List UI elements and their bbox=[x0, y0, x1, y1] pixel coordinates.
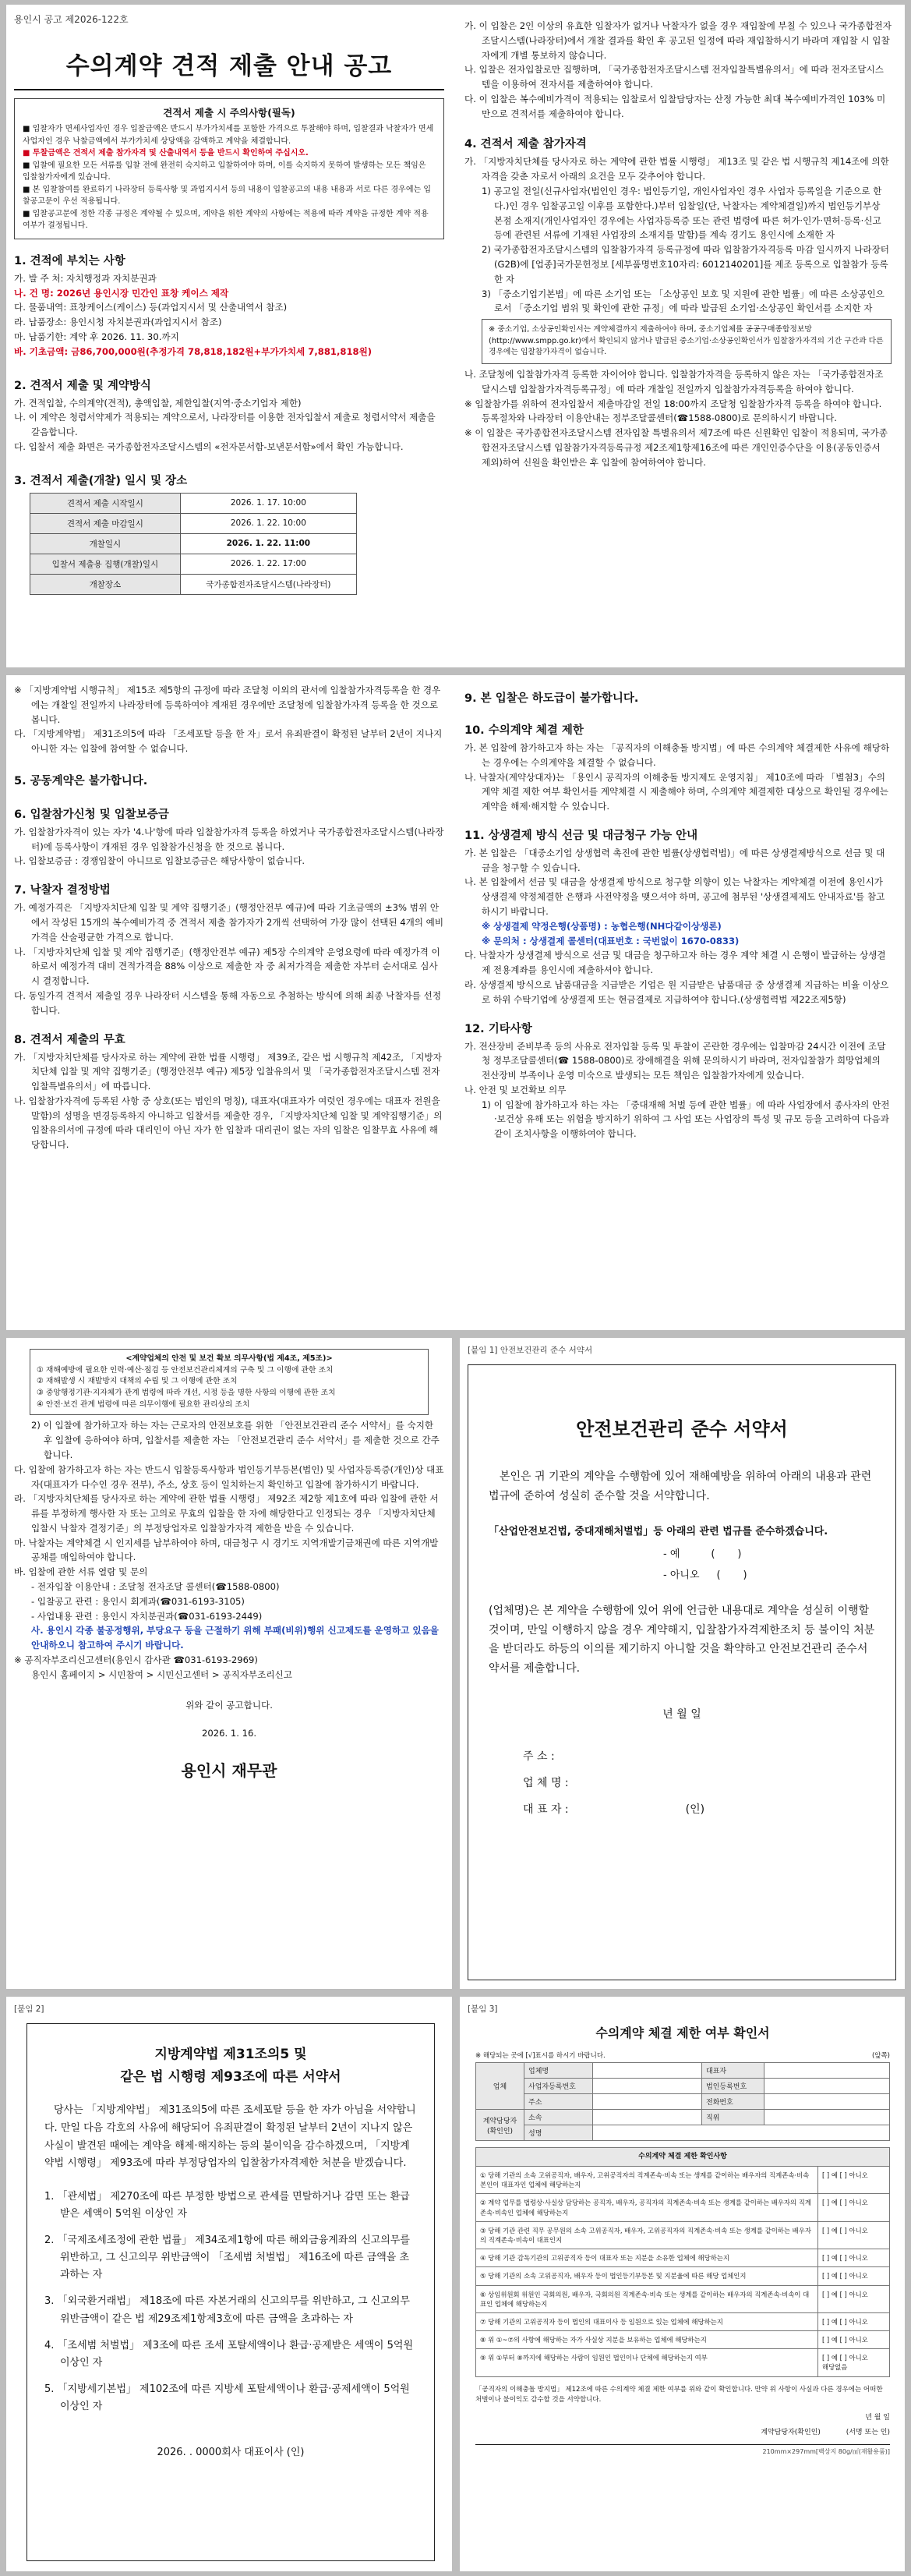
section-12-item: 나. 안전 및 보건확보 의무 bbox=[464, 1084, 567, 1095]
company-table bbox=[475, 2062, 890, 2141]
pledge-no bbox=[663, 1566, 895, 1581]
clause-item: - 전자입찰 이용안내 : 조달청 전자조달 콜센터(☎1588-0800) bbox=[31, 1581, 280, 1593]
cell-value: 2026. 1. 22. 11:00 bbox=[180, 533, 356, 554]
yes-option[interactable]: [ ] 예 bbox=[822, 2336, 838, 2344]
pledge-date: 년 월 일 bbox=[662, 1708, 701, 1721]
page-2 bbox=[6, 675, 905, 1330]
oath-intro: 당사는 「지방계약법」 제31조의5에 따른 조세포탈 등을 한 자가 아님을 서약합니다. 만일 다음 각호의 사유에 해당되어 유죄판결이 확정된 날부터 2년이 지나지 않은 사실이 발견된 때에는 계약을 해제·해지하는 등의 불이익을 감수하겠으며, 「지방계약법 시행령」 제93조에 따라 부정당업자의 입찰참가자격제한 처분을 받겠습니다. bbox=[44, 2104, 416, 2170]
cell-value: 2026. 1. 22. 17:00 bbox=[180, 554, 356, 574]
yes-option[interactable]: [ ] 예 bbox=[822, 2171, 838, 2180]
page-1 bbox=[6, 5, 905, 667]
note-box: ※ 중소기업, 소상공인확인서는 계약체결까지 제출하여야 하며, 중소기업체를 공공구매종합정보망(http://www.smpp.go.kr)에서 확인되지 않거나 발급된 중소기업·소상공인확인서가 입찰참가자격의 기간 구간과 다른 경우에는 입찰참가자격이 없습니다. bbox=[482, 319, 892, 364]
section-10-title: 10. 수의계약 체결 제한 bbox=[464, 724, 584, 737]
form-side: (앞쪽) bbox=[871, 2052, 890, 2060]
oath-item: 2. 「국제조세조정에 관한 법률」 제34조제1항에 따른 해외금융계좌의 신고의무를 위반하고, 그 신고의무 위반금액이 「조세범 처벌법」 제16조에 따른 금액을 초과하는 자 bbox=[44, 2235, 410, 2281]
clause-item: - 사업내용 관련 : 용인시 자치분권과(☎031-6193-2449) bbox=[31, 1610, 263, 1622]
check-answer[interactable] bbox=[818, 2331, 890, 2349]
notice-item: ■ 입찰에 필요한 모든 서류를 입찰 전에 완전히 숙지하고 입찰하여야 하며, 이를 숙지하지 못하여 발생하는 모든 책임은 입찰참가자에게 있습니다. bbox=[23, 161, 426, 182]
row-label: 계약담당자 (확인인) bbox=[476, 2110, 524, 2141]
notice-item: ■ 투찰금액은 견적서 제출 참가자격 및 산출내역서 등을 반드시 확인하여 주십시오. bbox=[23, 149, 309, 158]
field-value[interactable] bbox=[764, 2110, 890, 2125]
item-label: 나. 건 명: bbox=[14, 287, 54, 299]
yes-option[interactable]: [ ] 예 bbox=[822, 2290, 838, 2298]
item-label: 가. 발 주 처: bbox=[14, 272, 64, 284]
field-label: 주소 bbox=[524, 2094, 593, 2110]
row-label: 업체 bbox=[476, 2063, 524, 2110]
field-label: 소속 bbox=[524, 2110, 593, 2125]
cell-key: 입찰서 제출용 집행(개찰)일시 bbox=[30, 554, 181, 574]
section-12-title: 12. 기타사항 bbox=[464, 1022, 532, 1035]
pledge-para: (업체명)은 본 계약을 수행함에 있어 위에 언급한 내용대로 계약을 성실히 이행할 것이며, 만일 이행하지 않을 경우 계약해지, 입찰참가자격제한조치 등 불이익 처분을 받더라도 하등의 이의를 제기하지 아니할 것을 확약하고 안전보건관리 준수서약서를 제출합니다. bbox=[489, 1605, 875, 1675]
no-option[interactable]: [ ] 아니오 bbox=[839, 2226, 868, 2235]
clause-item: 바. 입찰에 관한 서류 열람 및 문의 bbox=[14, 1566, 148, 1578]
table-row bbox=[476, 2094, 890, 2110]
oath-date: 2026. . 0000회사 대표이사 (인) bbox=[157, 2447, 305, 2459]
attachment-tag: [붙임 3] bbox=[468, 2005, 498, 2014]
section-2-item: 나. 이 계약은 청렴서약제가 적용되는 계약으로서, 나라장터를 이용한 전자입찰서 제출로 청렴서약서 제출을 갈음합니다. bbox=[14, 412, 436, 438]
clause-item: - 입찰공고 관련 : 용인시 회계과(☎031-6193-3105) bbox=[31, 1595, 245, 1607]
yes-option[interactable]: [ ] 예 bbox=[822, 2254, 838, 2263]
clause-item: 2) 이 입찰에 참가하고자 하는 자는 근로자의 안전보호를 위한 「안전보건관리 준수 서약서」를 숙지한 후 입찰에 응하여야 하며, 입찰서를 제출한 자는 「안전보건관리 준수 서약서」를 제출한 것으로 간주합니다. bbox=[31, 1420, 440, 1460]
pledge-para: 본인은 귀 기관의 계약을 수행함에 있어 재해예방을 위하여 아래의 내용과 관련 법규에 준하여 성실히 준수할 것을 서약합니다. bbox=[489, 1470, 872, 1502]
section-12-item: 1) 이 입찰에 참가하고자 하는 자는 「중대재해 처벌 등에 관한 법률」에 따라 사업장에서 종사자의 안전·보건상 유해 또는 위험을 방지하기 위하여 그 사업 또는 사업장의 특성 및 규모 등을 고려하여 다음과 같이 조치사항을 이행하여야 합니다. bbox=[482, 1099, 890, 1140]
page-5 bbox=[6, 1997, 452, 2571]
check-answer[interactable] bbox=[818, 2167, 890, 2194]
section-11-title: 11. 상생결제 방식 선금 및 대금청구 가능 안내 bbox=[464, 829, 698, 842]
form-foot: 「공직자의 이해충돌 방지법」 제12조에 따른 수의계약 체결 제한 여부를 위와 같이 확인합니다. 만약 위 사항이 사실과 다른 경우에는 어떠한 처벌이나 불이익도 감수할 것을 서약합니다. bbox=[475, 2385, 883, 2404]
check-answer[interactable] bbox=[818, 2221, 890, 2249]
item-text: 2026년 용인시장 민간인 표창 케이스 제작 bbox=[56, 287, 229, 299]
form-rule bbox=[475, 2444, 890, 2445]
table-row bbox=[30, 533, 357, 554]
section-2-item: 가. 견적입찰, 수의계약(견적), 총액입찰, 제한입찰(지역·중소기업자 제한) bbox=[14, 397, 302, 409]
pledge-ceo bbox=[523, 1801, 895, 1817]
note-item: ※ 「지방계약법 시행규칙」 제15조 제5항의 규정에 따라 조달청 이외의 관서에 입찰참가자격등록을 한 경우에는 개찰일 전일까지 나라장터에 등록하여야 계재된 경우에만 조달청에 입찰참가자격 등록을 한 것으로 봅니다. bbox=[14, 685, 441, 725]
table-row bbox=[476, 2267, 890, 2285]
field-value[interactable] bbox=[593, 2110, 702, 2125]
oath-title: 지방계약법 제31조의5 및 bbox=[154, 2047, 307, 2062]
duty-box-title: <계약업체의 안전 및 보건 확보 의무사항(법 제4조, 제5조)> bbox=[125, 1354, 333, 1363]
section-7-item: 다. 동일가격 견적서 제출일 경우 나라장터 시스템을 통해 자동으로 추첨하는 방식에 의해 최종 낙찰자를 선정합니다. bbox=[14, 989, 442, 1016]
check-question: ⑧ 위 ①~⑦의 사항에 해당하는 자가 사실상 지분을 보유하는 업체에 해당하는지 bbox=[476, 2331, 818, 2349]
attachment-tag: [붙임 1] 안전보건관리 준수 서약서 bbox=[468, 1346, 593, 1355]
contact-note: ※ 문의처 : 상생결제 콜센터(대표번호 : 국번없이 1670-0833) bbox=[482, 935, 740, 947]
duty-box bbox=[30, 1349, 429, 1415]
table-row bbox=[476, 2079, 890, 2094]
section-4-item: 3) 「중소기업기본법」에 따른 소기업 또는 「소상공인 보호 및 지원에 관한 법률」에 따른 소상공인으로서 「중소기업 범위 및 확인에 관한 규정」에 따라 발급된 소기업·소상공인 확인서를 소지한 자 bbox=[482, 288, 885, 314]
section-1-title: 1. 견적에 부치는 사항 bbox=[14, 254, 125, 267]
section-7-title: 7. 낙찰자 결정방법 bbox=[14, 884, 111, 897]
cell-key: 개찰일시 bbox=[30, 533, 181, 554]
check-question: ⑨ 위 ①부터 ⑧까지에 해당하는 사람이 임원인 법인이나 단체에 해당하는지 여부 bbox=[476, 2349, 818, 2376]
pledge-address bbox=[523, 1748, 895, 1764]
cell-key: 견적서 제출 시작일시 bbox=[30, 493, 181, 513]
item-label: 마. 납품기한: bbox=[14, 331, 67, 342]
duty-item: ④ 안전·보건 관계 법령에 따른 의무이행에 필요한 관리상의 조치 bbox=[37, 1399, 250, 1409]
address-label: 주 소 : bbox=[523, 1750, 555, 1763]
section-6-item: 가. 입찰참가자격이 있는 자가 '4.나'항에 따라 입찰참가자격 등록을 하였거나 국가종합전자조달시스템(나라장터)에 등록사항이 개재된 경우 입찰참가신청을 한 것으로 봅니다. bbox=[14, 826, 444, 852]
field-label: 성명 bbox=[524, 2125, 593, 2141]
field-value[interactable] bbox=[593, 2094, 702, 2110]
notice-title: 견적서 제출 시 주의사항(필독) bbox=[163, 107, 295, 119]
cell-value: 2026. 1. 22. 10:00 bbox=[180, 513, 356, 533]
check-question: ⑤ 당해 기관의 소속 고위공직자, 배우자 등이 법인등기부등본 및 지분율에 따른 해당 업체인지 bbox=[476, 2267, 818, 2285]
form-sign-row bbox=[475, 2426, 890, 2436]
table-row bbox=[476, 2148, 890, 2167]
duty-item: ③ 중앙행정기관·지자체가 관계 법령에 따라 개선, 시정 등을 명한 사항의 이행에 관한 조치 bbox=[37, 1389, 336, 1398]
section-4-item: 가. 「지방자치단체를 당사자로 하는 계약에 관한 법률 시행령」 제13조 및 같은 법 시행규칙 제14조에 의한 자격을 갖춘 자로서 아래의 요건을 모두 갖추어야 합니다. bbox=[464, 156, 889, 182]
item-text: 계약 후 2026. 11. 30.까지 bbox=[69, 331, 179, 342]
yes-checkbox[interactable]: ( ) bbox=[711, 1548, 742, 1560]
oath-box bbox=[26, 2023, 435, 2561]
check-question: ⑦ 당해 기관의 고위공직자 등이 법인의 대표이사 등 임원으로 있는 업체에 해당하는지 bbox=[476, 2312, 818, 2330]
table-row bbox=[30, 554, 357, 574]
section-7-item: 나. 「지방자치단체 입찰 및 계약 집행기준」(행정안전부 예규) 제5장 수의계약 운영요령에 따라 예정가격 이하로서 예정가격 대비 견적가격을 88% 이상으로 제출한 자 중 최저가격을 제출한 자부터 순서대로 심사 시 결정합니다. bbox=[14, 946, 440, 987]
section-12-item: 가. 전산장비 준비부족 등의 사유로 전자입찰 등록 및 투찰이 곤란한 경우에는 입찰마감 24시간 이전에 조달청 정부조달콜센터(☎ 1588-0800)로 장애해결을 위해 문의하시기 바라며, 전자입찰참가 희망업체의 전산장비 부족이나 운영 미숙으로 발생되는 모든 책임은 입찰참가자에게 있습니다. bbox=[464, 1040, 886, 1081]
section-8-title: 8. 견적서 제출의 무효 bbox=[14, 1033, 125, 1046]
closing-text: 위와 같이 공고합니다. bbox=[185, 1699, 273, 1711]
clause-item: ※ 공직자부조리신고센터(용인시 감사관 ☎031-6193-2969) bbox=[14, 1654, 258, 1665]
page-6 bbox=[460, 1997, 905, 2571]
no-option[interactable]: [ ] 아니오 bbox=[839, 2199, 868, 2207]
table-row bbox=[476, 2221, 890, 2249]
check-question: ③ 당해 기관 관련 직무 공무원의 소속 고위공직자, 배우자, 고위공직자의 직계존속·비속 또는 생계를 같이하는 배우자의 직계존속·비속이 대표인지 bbox=[476, 2221, 818, 2249]
pledge-question: 「산업안전보건법, 중대재해처벌법」등 아래의 관련 법규를 준수하겠습니다. bbox=[489, 1526, 828, 1537]
clause-item: 라. 「지방자치단체를 당사자로 하는 계약에 관한 법률 시행령」 제92조 제2항 제1호에 따라 입찰에 관한 서류를 부정하게 행사한 자 또는 고의로 무효의 입찰을 한 자에 해당한다고 인정되는 경우 「지방자치단체 입찰시 낙찰자 결정기준」의 부정당업자로 입찰참가자격 제한을 받을 수 있습니다. bbox=[14, 1493, 439, 1534]
notice-item: ■ 입찰공고문에 정한 각종 규정은 계약될 수 있으며, 계약을 위한 계약의 사항에는 적용에 따라 계약을 규정한 계약 적용 여부가 결정됩니다. bbox=[23, 209, 429, 231]
item-text: 표창케이스(케이스) 등(과업지시서 및 산출내역서 참조) bbox=[69, 302, 288, 313]
form-date: 년 월 일 bbox=[865, 2414, 890, 2422]
field-value[interactable] bbox=[593, 2063, 702, 2079]
section-10-item: 가. 본 입찰에 참가하고자 하는 자는 「공직자의 이해충돌 방지법」에 따른 수의계약 체결제한 사유에 해당하는 경우에는 수의계약을 체결할 수 없습니다. bbox=[464, 742, 890, 768]
table-row bbox=[476, 2063, 890, 2079]
yes-option[interactable]: [ ] 예 bbox=[822, 2226, 838, 2235]
clause-item: 사. 용인시 각종 불공정행위, 부당요구 등을 근절하기 위해 부패(비위)행위 신고제도를 운영하고 있음을 안내하오니 참고하여 주시기 바랍니다. bbox=[31, 1625, 439, 1651]
table-row bbox=[476, 2125, 890, 2141]
check-answer[interactable] bbox=[818, 2267, 890, 2285]
oath-item: 1. 「관세법」 제270조에 따른 부정한 방법으로 관세를 면탈하거나 감면 또는 환급받은 세액이 5억원 이상인 자 bbox=[44, 2191, 410, 2220]
notice-item: ■ 입찰자가 면세사업자인 경우 입찰금액은 반드시 부가가치세를 포함한 가격으로 투찰해야 하며, 입찰결과 낙찰자가 면세사업자인 경우 낙찰금액에서 부가가치세 상당액을 감액하고 계약을 체결합니다. bbox=[23, 125, 434, 146]
section-3-title: 3. 견적서 제출(개찰) 일시 및 장소 bbox=[14, 474, 188, 487]
field-label: 전화번호 bbox=[702, 2094, 764, 2110]
clause-item: 다. 입찰에 참가하고자 하는 자는 반드시 입찰등록사항과 법인등기부등본(법인) 및 사업자등록증(개인)상 대표자(대표자가 다수인 경우 전부), 주소, 상호 등이 일치하는지 확인하고 입찰에 참가하시기 바랍니다. bbox=[14, 1463, 444, 1490]
table-row bbox=[30, 493, 357, 513]
notice-item: ■ 본 입찰참여를 완료하기 나라장터 등록사항 및 과업지시서 등의 내용이 입찰공고의 내용 내용과 서로 다른 경우에는 입찰공고문이 우선 적용됩니다. bbox=[23, 185, 431, 207]
section-1-list bbox=[14, 271, 444, 359]
table-row bbox=[476, 2349, 890, 2376]
section-7-item: 나. 입찰은 전자입찰로만 집행하며, 「국가종합전자조달시스템 전자입찰특별유의서」에 따라 전자조달시스템을 이용하여 전자서를 제출하여야 합니다. bbox=[464, 64, 884, 90]
table-row bbox=[30, 513, 357, 533]
no-option[interactable]: [ ] 아니오 bbox=[839, 2336, 868, 2344]
yes-label: - 예 bbox=[663, 1548, 680, 1560]
oath-item: 5. 「지방세기본법」 제102조에 따른 지방세 포탈세액이나 환급·공제세액이 5억원 이상인 자 bbox=[44, 2383, 410, 2412]
section-4-item: ※ 이 입찰은 국가종합전자조달시스템 전자입찰 특별유의서 제7조에 따른 신원확인 입찰이 적용되며, 국가종합전자조달시스템 입찰참가자격등록규정 제2조제1항제16조에 따른 개인인증수단을 이용(공동인증서 제외)하여 신원을 확인받은 후 입찰에 참여하여야 합니다. bbox=[464, 427, 888, 468]
field-value[interactable] bbox=[764, 2063, 890, 2079]
no-option[interactable]: [ ] 아니오 bbox=[839, 2317, 868, 2326]
check-answer[interactable] bbox=[818, 2349, 890, 2376]
check-answer[interactable] bbox=[818, 2249, 890, 2267]
section-7-item: 다. 이 입찰은 복수예비가격이 적용되는 입찰로서 입찰담당자는 산정 가능한 최대 복수예비가격인 103% 미만으로 견적서를 제출하여야 합니다. bbox=[464, 93, 886, 119]
notice-box bbox=[14, 98, 444, 239]
signer: 용인시 재무관 bbox=[181, 1761, 277, 1781]
table-row bbox=[476, 2110, 890, 2125]
yes-option[interactable]: [ ] 예 bbox=[822, 2272, 838, 2281]
table-row bbox=[476, 2285, 890, 2312]
section-5-title: 5. 공동계약은 불가합니다. bbox=[14, 774, 148, 787]
field-value[interactable] bbox=[764, 2094, 890, 2110]
no-option[interactable]: [ ] 아니오 bbox=[839, 2354, 868, 2362]
check-answer[interactable] bbox=[818, 2312, 890, 2330]
check-question: ② 계약 업무를 법령상·사실상 담당하는 공직자, 배우자, 공직자의 직계존속·비속 또는 생계를 같이하는 배우자의 직계존속·비속인 업체에 해당하는지 bbox=[476, 2194, 818, 2221]
duty-item: ② 재해발생 시 재발방지 대책의 수립 및 그 이행에 관한 조치 bbox=[37, 1377, 238, 1386]
page-title: 수의계약 견적 제출 안내 공고 bbox=[65, 52, 393, 80]
pledge-title: 안전보건관리 준수 서약서 bbox=[576, 1418, 788, 1440]
item-label: 바. 기초금액: bbox=[14, 345, 69, 357]
clause-item: 마. 낙찰자는 계약체결 시 인지세를 납부하여야 하며, 대금청구 시 경기도 지역개발기금채권에 따른 지역개발공채를 매입하여야 합니다. bbox=[14, 1537, 439, 1563]
field-label: 법인등록번호 bbox=[702, 2079, 764, 2094]
section-9-title: 9. 본 입찰은 하도급이 불가합니다. bbox=[464, 692, 639, 705]
oath-item: 3. 「외국환거래법」 제18조에 따른 자본거래의 신고의무를 위반하고, 그 신고의무 위반금액이 같은 법 제29조제1항제3호에 따른 금액을 초과하는 자 bbox=[44, 2295, 410, 2325]
oath-title: 같은 법 시행령 제93조에 따른 서약서 bbox=[120, 2069, 341, 2085]
duty-item: ① 재해예방에 필요한 인력·예산·점검 등 안전보건관리체계의 구축 및 그 이행에 관한 조치 bbox=[37, 1365, 334, 1375]
no-option[interactable]: [ ] 아니오 bbox=[839, 2171, 868, 2180]
form-note: ※ 해당되는 곳에 [√]표시를 하시기 바랍니다. bbox=[475, 2052, 606, 2060]
doc-header: 용인시 공고 제2026-122호 bbox=[14, 14, 129, 25]
cell-value: 2026. 1. 17. 10:00 bbox=[180, 493, 356, 513]
section-7-item: 가. 예정가격은 「지방자치단체 입찰 및 계약 집행기준」(행정안전부 예규)에 따라 기초금액의 ±3% 범위 안에서 작성된 15개의 복수예비가격 중 견적서 제출 참가자가 2개씩 선택하여 가장 많이 선택된 4개의 예비가격을 산술평균한 가격으로 합니다. bbox=[14, 902, 444, 943]
bank-note: ※ 상생결제 약정은행(상품명) : 농협은행(NH다같이상생론) bbox=[482, 920, 722, 932]
field-value[interactable] bbox=[593, 2079, 702, 2094]
yes-option[interactable]: [ ] 예 bbox=[822, 2317, 838, 2326]
section-8-item: 가. 「지방자치단체를 당사자로 하는 계약에 관한 법률 시행령」 제39조, 같은 법 시행규칙 제42조, 「지방자치단체 입찰 및 계약 집행기준」(행정안전부 예규) 제5장 입찰유의서 및 「국가종합전자조달시스템 전자입찰특별유의서」에 따릅니다. bbox=[14, 1051, 442, 1092]
check-answer[interactable] bbox=[818, 2194, 890, 2221]
title-rule bbox=[14, 89, 444, 90]
table-row bbox=[476, 2194, 890, 2221]
yes-option[interactable]: [ ] 예 bbox=[822, 2199, 838, 2207]
section-6-item: 나. 입찰보증금 : 경쟁입찰이 아니므로 입찰보증금은 해당사항이 없습니다. bbox=[14, 855, 305, 867]
section-4-title: 4. 견적서 제출 참가자격 bbox=[464, 138, 587, 151]
company-label: 업 체 명 : bbox=[523, 1777, 569, 1789]
form-bottom: 210mm×297mm[백상지 80g/㎡(재활용품)] bbox=[762, 2448, 890, 2456]
field-label: 업체명 bbox=[524, 2063, 593, 2079]
table-row bbox=[476, 2167, 890, 2194]
sign-label: 계약담당자(확인인) bbox=[761, 2429, 821, 2437]
cell-key: 견적서 제출 마감일시 bbox=[30, 513, 181, 533]
check-question: ① 당해 기관의 소속 고위공직자, 배우자, 고위공직자의 직계존속·비속 또는 생계를 같이하는 배우자의 직계존속·비속 본인이 대표자인 업체에 해당하는지 bbox=[476, 2167, 818, 2194]
item-text: 용인시청 자치분권과(과업지시서 참조) bbox=[69, 317, 222, 328]
seal-label: (인) bbox=[685, 1803, 705, 1816]
pledge-company bbox=[523, 1775, 895, 1790]
section-6-title: 6. 입찰참가신청 및 입찰보증금 bbox=[14, 808, 169, 821]
section-11-item: 다. 낙찰자가 상생결제 방식으로 선금 및 대금을 청구하고자 하는 경우 계약 체결 시 은행이 발급하는 상생결제 전용계좌를 용인시에 제출하셔야 합니다. bbox=[464, 950, 886, 976]
section-4-item: 2) 국가종합전자조달시스템의 입찰참가자격 등록규정에 따라 입찰참가자격등록 마감 일시까지 나라장터(G2B)에 [업종]국가문헌정보 [세부품명번호10자리: 6012140201]를 제조 등록으로 입찰참가 등록한 자 bbox=[482, 244, 889, 285]
na-option[interactable]: 해당없음 bbox=[822, 2363, 848, 2372]
section-4-item: ※ 입찰참가를 위하여 전자입찰서 제출마감일 전일 18:00까지 조달청 입찰참가자격 등록을 하여야 합니다. 등록절차와 나라장터 이용안내는 정부조달콜센터(☎1588-0800)로 문의하시기 바랍니다. bbox=[464, 398, 882, 424]
section-2-title: 2. 견적서 제출 및 계약방식 bbox=[14, 379, 151, 392]
item-text: 금86,700,000원(추정가격 78,818,182원+부가가치세 7,881,818원) bbox=[71, 345, 373, 357]
page-4 bbox=[460, 1338, 905, 1989]
table-row bbox=[476, 2312, 890, 2330]
check-question: ⑥ 상임위원회 위원인 국회의원, 배우자, 국회의원 직계존속·비속 또는 생계를 같이하는 배우자의 직계존속·비속이 대표인 업체에 해당하는지 bbox=[476, 2285, 818, 2312]
page-3 bbox=[6, 1338, 452, 1989]
notice-date: 2026. 1. 16. bbox=[201, 1728, 257, 1739]
section-11-item: 나. 본 입찰에서 선금 및 대금을 상생결제 방식으로 청구할 의향이 있는 낙찰자는 계약체결 이전에 용인시가 상생결제 약정체결한 은행과 사전약정을 맺으셔야 하며, 공고에 첨부된 '상생결제제도 안내자료'를 참고하시기 바랍니다. bbox=[464, 876, 885, 918]
oath-item: 4. 「조세범 처벌법」 제3조에 따른 조세 포탈세액이나 환급·공제받은 세액이 5억원 이상인 자 bbox=[44, 2339, 414, 2369]
section-7-item: 가. 이 입찰은 2인 이상의 유효한 입찰자가 없거나 낙찰자가 없을 경우 재입찰에 부칠 수 있으나 국가종합전자조달시스템(나라장터)에서 개찰 결과를 확인 후 공고된 일정에 따라 재입찰하시기 바라며 재입찰 시 입찰자에게 개별 통보하지 않습니다. bbox=[464, 20, 892, 61]
item-label: 라. 납품장소: bbox=[14, 317, 67, 328]
section-11-item: 라. 상생결제 방식으로 납품대금을 지급받은 기업은 원 지급받은 납품대금 중 상생결제 지급하는 비율 이상으로 하위 수탁기업에 상생결제 또는 현금결제로 지급하여야 합니다.(상생협력법 제22조제5항) bbox=[464, 978, 889, 1005]
pledge-box bbox=[468, 1364, 896, 1980]
cell-value: 국가종합전자조달시스템(나라장터) bbox=[180, 574, 356, 594]
sign-seal: (서명 또는 인) bbox=[846, 2429, 890, 2437]
no-option[interactable]: [ ] 아니오 bbox=[839, 2290, 868, 2298]
check-question: ④ 당해 기관 감독기관의 고위공직자 등이 대표자 또는 지분을 소유한 업체에 해당하는지 bbox=[476, 2249, 818, 2267]
section-8-item: 나. 입찰참가자격에 등록된 사항 중 상호(또는 법인의 명칭), 대표자(대표자가 여럿인 경우에는 대표자 전원을 말함)의 성명을 변경등록하지 아니하고 입찰서를 제출한 경우, 「지방자치단체 입찰 및 계약집행기준」의 입찰유의서에 규정에 따라 대리인이 아닌 자가 한 입찰과 대리권이 없는 자의 입찰은 입찰무효 사유에 해당합니다. bbox=[14, 1095, 443, 1151]
field-label: 직위 bbox=[702, 2110, 764, 2125]
attachment-tag: [붙임 2] bbox=[14, 2005, 44, 2014]
section-4-item: 1) 공고일 전일(신규사업자(법인인 경우: 법인등기일, 개인사업자인 경우 사업자 등록일을 기준으로 한다.)인 경우 입찰공고일 이후를 포함한다.)부터 입찰일(단, 낙찰자는 계약체결일)까지 법인등기부상 본점 소재지(개인사업자인 경우에는 사업자등록증 또는 관련 법령에 따른 허가·인가·면허·등록·신고 등에 관련된 서류에 기재된 사업장의 소재지를 말함)를 계속 경기도 용인시에 소재한 자 bbox=[482, 186, 882, 241]
section-4-item: 나. 조달청에 입찰참가자격 등록한 자이어야 합니다. 입찰참가자격을 등록하지 않은 자는 「국가종합전자조달시스템 입찰참가자격등록규정」에 따라 개찰일 전일까지 입찰참가자격등록을 하여야 합니다. bbox=[464, 369, 884, 395]
section-2-item: 다. 입찰서 제출 화면은 국가종합전자조달시스템의 «전자문서함-보낸문서함»에서 확인 가능합니다. bbox=[14, 441, 404, 452]
ceo-label: 대 표 자 : bbox=[523, 1803, 569, 1816]
field-value[interactable] bbox=[593, 2125, 890, 2141]
cell-key: 개찰장소 bbox=[30, 574, 181, 594]
note-item: 다. 「지방계약법」 제31조의5에 따라 「조세포탈 등을 한 자」로서 유죄판결이 확정된 날부터 2년이 지나지 아니한 자는 입찰에 참여할 수 없습니다. bbox=[14, 728, 443, 755]
no-option[interactable]: [ ] 아니오 bbox=[839, 2272, 868, 2281]
field-label: 대표자 bbox=[702, 2063, 764, 2079]
table-row bbox=[30, 574, 357, 594]
field-label: 사업자등록번호 bbox=[524, 2079, 593, 2094]
item-text: 자치행정과 자치분권과 bbox=[66, 272, 157, 284]
field-value[interactable] bbox=[764, 2079, 890, 2094]
section-10-item: 나. 낙찰자(계약상대자)는 「용인시 공직자의 이해충돌 방지제도 운영지침」 제10조에 따라 「별첨3」수의계약 체결 제한 여부 확인서를 계약체결 시 제출해야 하며, 수의계약 체결제한 대상으로 확인될 경우에는 계약을 해제·해지할 수 있습니다. bbox=[464, 771, 888, 812]
no-option[interactable]: [ ] 아니오 bbox=[839, 2254, 868, 2263]
schedule-table bbox=[30, 493, 357, 595]
check-answer[interactable] bbox=[818, 2285, 890, 2312]
table-row bbox=[476, 2249, 890, 2267]
check-table bbox=[475, 2147, 890, 2377]
pledge-yes bbox=[663, 1545, 895, 1560]
clause-item: 용인시 홈페이지 > 시민참여 > 시민신고센터 > 공직자부조리신고 bbox=[31, 1668, 292, 1680]
form-note-row bbox=[475, 2051, 890, 2060]
yes-option[interactable]: [ ] 예 bbox=[822, 2354, 838, 2362]
check-title: 수의계약 체결 제한 확인사항 bbox=[476, 2148, 890, 2167]
no-checkbox[interactable]: ( ) bbox=[716, 1569, 747, 1581]
no-label: - 아니오 bbox=[663, 1569, 700, 1581]
item-label: 다. 물품내역: bbox=[14, 302, 67, 313]
form-title: 수의계약 체결 제한 여부 확인서 bbox=[595, 2026, 770, 2040]
table-row bbox=[476, 2331, 890, 2349]
section-11-item: 가. 본 입찰은 「대중소기업 상생협력 촉진에 관한 법률(상생협력법)」에 따른 상생결제방식으로 선금 및 대금을 청구할 수 있습니다. bbox=[464, 847, 885, 873]
